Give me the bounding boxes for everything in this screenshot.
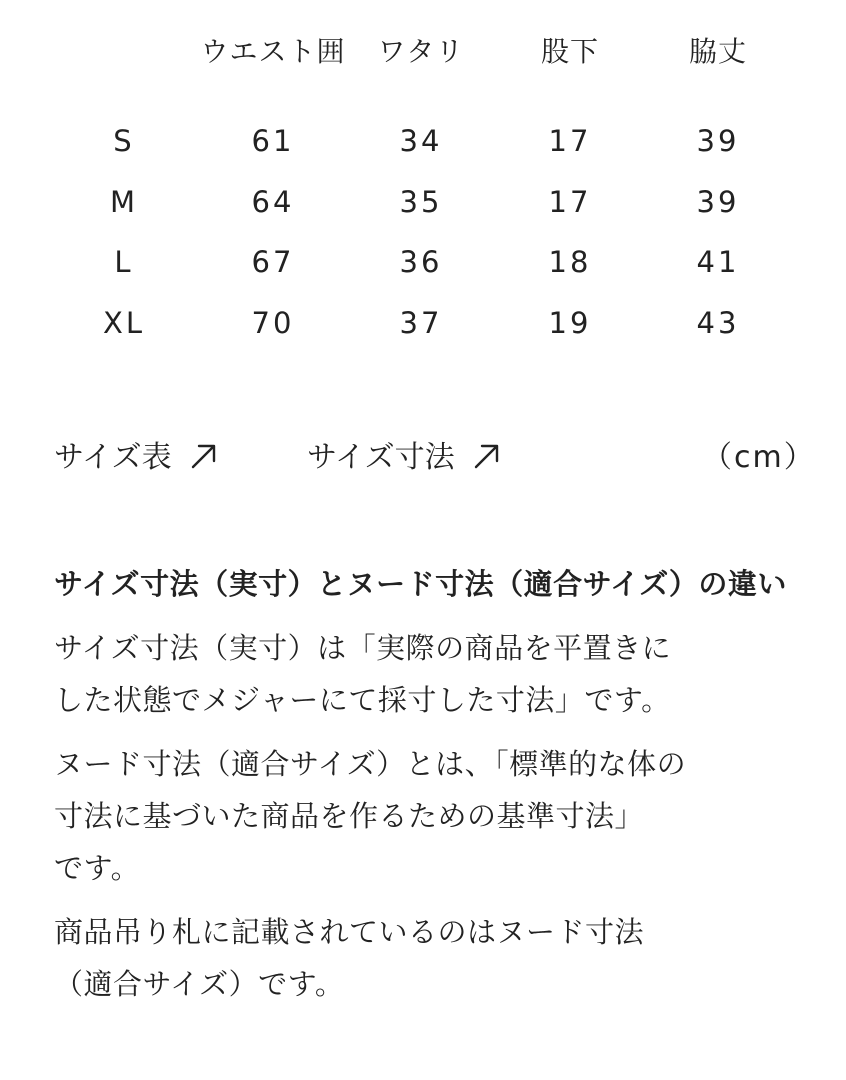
table-cell: 61 <box>251 124 295 158</box>
table-cell: 17 <box>548 185 592 219</box>
size-label: L <box>114 245 134 279</box>
table-cell: 17 <box>548 124 592 158</box>
size-explanation <box>54 558 799 1022</box>
explanation-heading: サイズ寸法（実寸）とヌード寸法（適合サイズ）の違い <box>54 567 787 601</box>
size-chart-link-label: サイズ表 <box>54 440 172 475</box>
arrow-up-right-icon <box>190 442 218 478</box>
table-cell: 39 <box>696 185 740 219</box>
size-chart-link[interactable] <box>54 432 218 478</box>
table-cell: 35 <box>399 185 443 219</box>
table-cell: 64 <box>251 185 295 219</box>
table-cell: 36 <box>399 245 443 279</box>
table-cell: 67 <box>251 245 295 279</box>
table-cell: 34 <box>399 124 443 158</box>
table-cell: 41 <box>696 245 740 279</box>
column-header-waist: ウエスト囲 <box>200 35 346 68</box>
column-header-thigh: ワタリ <box>377 35 465 68</box>
size-measure-link[interactable] <box>307 432 501 478</box>
explanation-paragraph: サイズ寸法（実寸）は「実際の商品を平置きに した状態でメジャーにて採寸した寸法」です。 <box>54 631 672 717</box>
column-header-side-length: 脇丈 <box>688 35 747 68</box>
table-cell: 18 <box>548 245 592 279</box>
table-cell: 19 <box>548 306 592 340</box>
size-label: M <box>109 185 139 219</box>
explanation-paragraph: ヌード寸法（適合サイズ）とは、「標準的な体の 寸法に基づいた商品を作るための基準寸法」 です。 <box>54 747 687 885</box>
column-header-inseam: 股下 <box>540 35 599 68</box>
unit-label: （cm） <box>702 440 816 475</box>
explanation-paragraph: 商品吊り札に記載されているのはヌード寸法 （適合サイズ）です。 <box>54 915 645 1001</box>
table-cell: 43 <box>696 306 740 340</box>
table-cell: 37 <box>399 306 443 340</box>
size-links-row <box>0 432 846 482</box>
table-cell: 70 <box>251 306 295 340</box>
arrow-up-right-icon <box>473 442 501 478</box>
size-measure-link-label: サイズ寸法 <box>307 440 455 475</box>
size-label: S <box>113 124 135 158</box>
table-cell: 39 <box>696 124 740 158</box>
size-label: XL <box>102 306 146 340</box>
